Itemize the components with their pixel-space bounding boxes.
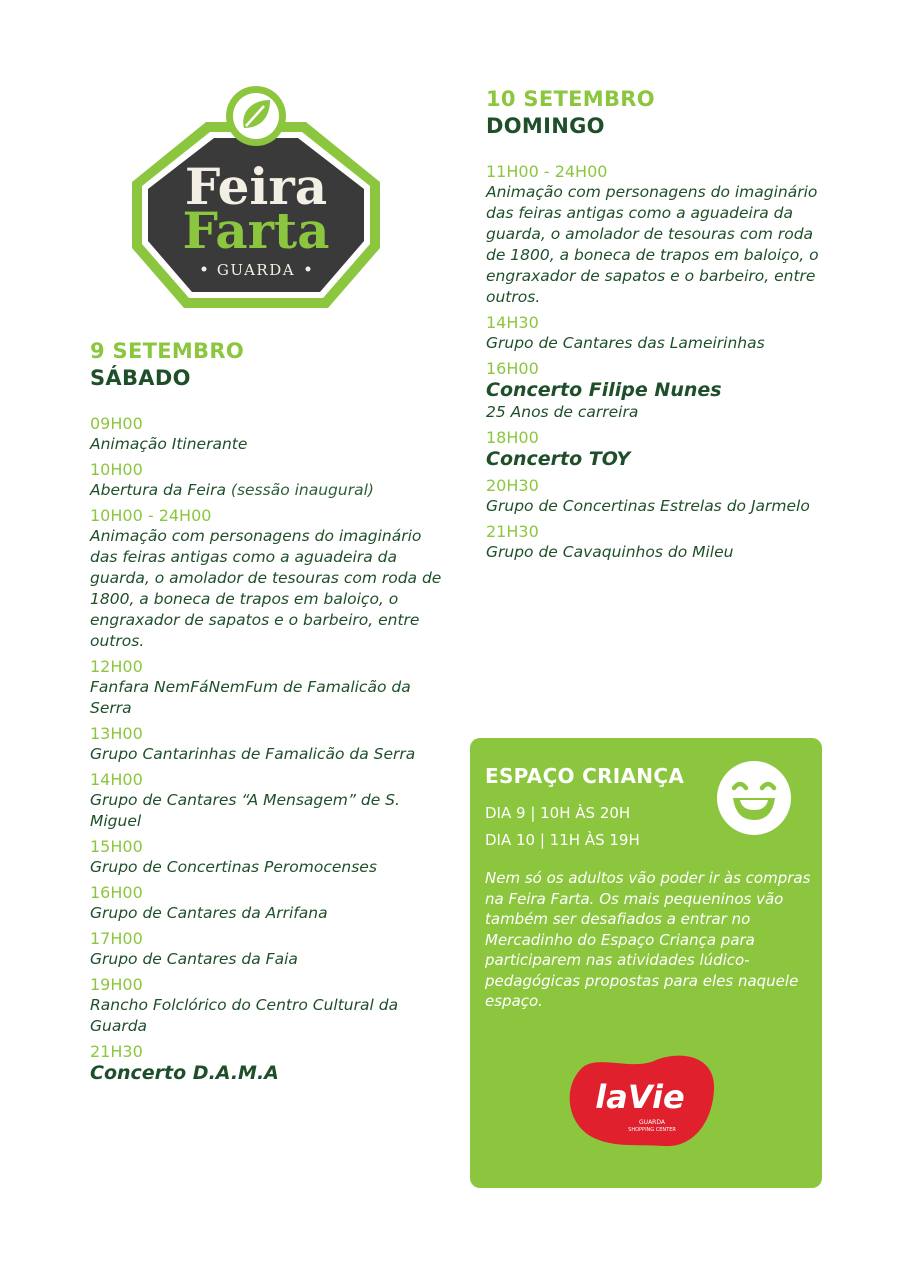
kids-schedule-day10: DIA 10 | 11H ÀS 19H	[485, 831, 640, 849]
logo-place: GUARDA	[216, 261, 296, 279]
kids-schedule-day9: DIA 9 | 10H ÀS 20H	[485, 804, 631, 822]
event-item	[90, 975, 450, 1037]
event-time: 16H00	[90, 883, 143, 902]
event-item	[486, 162, 826, 308]
event-desc: Grupo de Cavaquinhos do Mileu	[486, 543, 734, 561]
event-desc: Grupo de Cantares da Faia	[90, 950, 298, 968]
event-time: 14H30	[486, 313, 539, 332]
event-item	[486, 428, 826, 471]
event-desc	[90, 480, 450, 501]
event-time: 21H30	[90, 1042, 143, 1061]
event-time: 13H00	[90, 724, 143, 743]
logo-word-farta: Farta	[182, 201, 330, 260]
event-time: 19H00	[90, 975, 143, 994]
event-desc: Grupo Cantarinhas de Famalicão da Serra	[90, 745, 416, 763]
event-desc: Rancho Folclórico do Centro Cultural da Guarda	[90, 996, 399, 1035]
kids-area-description: Nem só os adultos vão poder ir às compras na Feira Farta. Os mais pequeninos vão também ser desafiados a entrar no Mercadinho do Espaço Criança para participarem nas atividades lúdico-pedagógicas propostas para eles naquele espaço.	[485, 869, 811, 1010]
event-desc: Grupo de Cantares “A Mensagem” de S. Miguel	[90, 791, 400, 830]
event-title: Concerto Filipe Nunes	[486, 379, 722, 401]
lavie-tagline: SHOPPING CENTER	[628, 1127, 676, 1133]
event-desc: Animação com personagens do imaginário das feiras antigas como a aguadeira da guarda, o amolador de tesouras com roda de 1800, a boneca de trapos em baloiço, o engraxador de sapatos e o barbeiro, entre outros.	[90, 527, 442, 650]
lavie-brand: laVie	[595, 1078, 685, 1116]
event-item	[90, 506, 450, 652]
event-time: 16H00	[486, 359, 539, 378]
saturday-day: SÁBADO	[90, 366, 191, 390]
event-desc: Grupo de Concertinas Peromocenses	[90, 858, 377, 876]
event-item	[90, 837, 450, 878]
kids-area-title: ESPAÇO CRIANÇA	[485, 764, 685, 788]
event-desc: Grupo de Concertinas Estrelas do Jarmelo	[486, 497, 810, 515]
event-item	[90, 1042, 450, 1085]
event-time: 18H00	[486, 428, 539, 447]
event-time: 11H00 - 24H00	[486, 162, 608, 181]
event-time: 15H00	[90, 837, 143, 856]
event-item	[486, 476, 826, 517]
event-item	[486, 522, 826, 563]
event-item	[90, 414, 450, 455]
event-desc: Animação Itinerante	[90, 435, 248, 453]
lavie-logo	[560, 1050, 720, 1154]
event-item	[90, 724, 450, 765]
event-desc: Grupo de Cantares das Lameirinhas	[486, 334, 765, 352]
event-desc: 25 Anos de carreira	[486, 403, 639, 421]
lavie-city: GUARDA	[639, 1119, 665, 1126]
event-time: 10H00 - 24H00	[90, 506, 212, 525]
event-title: Concerto D.A.M.A	[90, 1062, 279, 1084]
saturday-date: 9 SETEMBRO	[90, 339, 244, 363]
event-item	[90, 929, 450, 970]
sunday-schedule	[486, 86, 826, 568]
event-title: Concerto TOY	[486, 448, 631, 470]
event-item	[90, 657, 450, 719]
event-time: 09H00	[90, 414, 143, 433]
smiley-icon	[716, 760, 792, 836]
event-time: 12H00	[90, 657, 143, 676]
event-desc-main: Abertura da Feira	[90, 481, 226, 499]
event-item	[486, 359, 826, 423]
event-desc: Grupo de Cantares da Arrifana	[90, 904, 328, 922]
event-item	[90, 770, 450, 832]
feira-farta-logo	[128, 86, 384, 316]
event-time: 17H00	[90, 929, 143, 948]
event-item	[90, 460, 450, 501]
event-desc: Animação com personagens do imaginário das feiras antigas como a aguadeira da guarda, o amolador de tesouras com roda de 1800, a boneca de trapos em baloiço, o engraxador de sapatos e o barbeiro, entre outros.	[486, 183, 819, 306]
event-item	[90, 883, 450, 924]
logo-word-feira: Feira	[184, 157, 328, 216]
event-time: 14H00	[90, 770, 143, 789]
event-time: 10H00	[90, 460, 143, 479]
sunday-events	[486, 162, 826, 563]
saturday-schedule	[90, 338, 450, 1090]
kids-area-schedule	[485, 800, 640, 854]
event-time: 20H30	[486, 476, 539, 495]
event-item	[486, 313, 826, 354]
event-time: 21H30	[486, 522, 539, 541]
saturday-events	[90, 414, 450, 1085]
event-note: (sessão inaugural)	[230, 481, 374, 499]
kids-area-box	[470, 738, 822, 1188]
sunday-date: 10 SETEMBRO	[486, 87, 655, 111]
sunday-day: DOMINGO	[486, 114, 605, 138]
event-desc: Fanfara NemFáNemFum de Famalicão da Serra	[90, 678, 411, 717]
